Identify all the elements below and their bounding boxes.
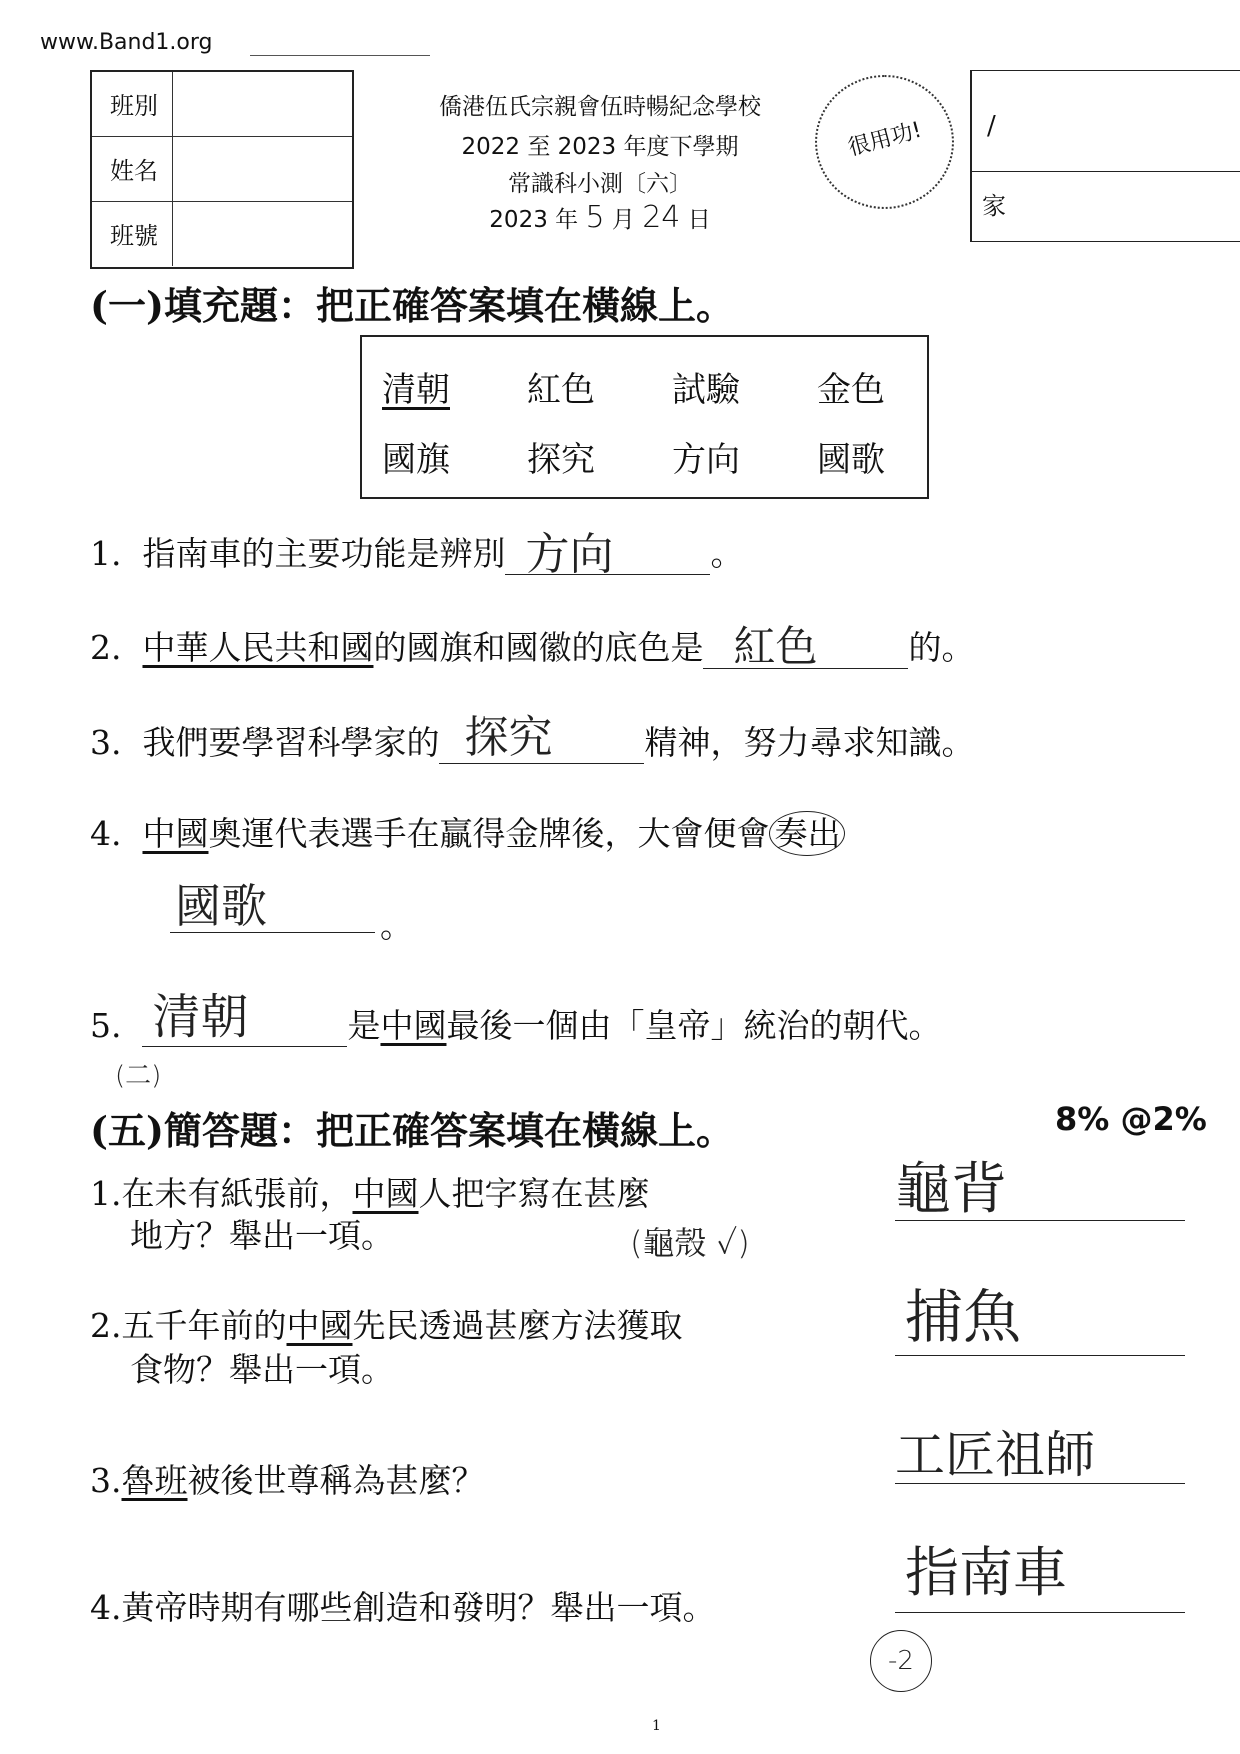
word-bank-item: 清朝: [382, 370, 450, 410]
student-info-box: [90, 70, 354, 269]
fill-question-4: 4. 中國奧運代表選手在贏得金牌後，大會便會 奏出: [90, 808, 845, 855]
info-row-name: [92, 137, 352, 202]
info-label: 姓名: [110, 157, 158, 185]
answer-line: [895, 1612, 1185, 1613]
word-bank-item: 金色: [817, 370, 885, 410]
info-row-class: [92, 72, 352, 137]
fill-question-2: 2. 中華人民共和國的國旗和國徽的底色是 紅色 的。: [90, 622, 974, 669]
word-bank-item: 國旗: [382, 440, 450, 480]
word-bank-item: 試驗: [672, 370, 740, 410]
answer-blank: [170, 870, 375, 933]
term: 2022 至 2023 年度下學期: [461, 134, 739, 160]
handwritten-answer: 紅色: [733, 622, 818, 671]
answer-blank: [505, 529, 710, 580]
handwritten-month: 5: [585, 200, 605, 235]
handwritten-answer: 龜背: [895, 1157, 1007, 1222]
handwritten-answer: 工匠祖師: [895, 1426, 1095, 1484]
score-box: / 家: [970, 70, 1240, 242]
short-question-4: 4.黃帝時期有哪些創造和發明？舉出一項。: [90, 1588, 716, 1627]
answer-blank: [439, 712, 644, 764]
answer-line: [895, 1355, 1185, 1356]
deduction-mark: -2: [870, 1630, 932, 1692]
fill-question-5: 5. 清朝 是中國最後一個由「皇帝」統治的朝代。: [90, 1000, 941, 1047]
school-name: 僑港伍氏宗親會伍時暢紀念學校: [439, 94, 761, 120]
word-bank-item: 紅色: [527, 370, 595, 410]
circled-word: 奏出: [769, 811, 845, 856]
info-label: 班號: [110, 222, 158, 250]
handwritten-answer: 方向: [525, 529, 614, 580]
short-question-3: 3.魯班被後世尊稱為甚麼？: [90, 1461, 485, 1500]
fill-question-1: 1. 指南車的主要功能是辨別 方向 。: [90, 528, 743, 575]
word-bank: [360, 335, 929, 499]
handwritten-day: 24: [642, 200, 681, 235]
handwritten-answer: 探究: [464, 712, 553, 763]
handwritten-section-number: (二): [115, 1061, 162, 1091]
handwritten-answer: 國歌: [175, 879, 267, 933]
test-date: 2023 年 5 月 24 日: [489, 200, 711, 235]
section1-title: (一)填充題：把正確答案填在橫線上。: [90, 283, 734, 328]
short-question-2: 2.五千年前的中國先民透過甚麼方法獲取: [90, 1306, 683, 1345]
section2-title: (五)簡答題：把正確答案填在橫線上。: [90, 1108, 734, 1153]
answer-line: [895, 1220, 1185, 1221]
divider: [250, 55, 430, 56]
handwritten-answer: 指南車: [905, 1541, 1067, 1604]
site-url: www.Band1.org: [40, 30, 213, 55]
handwritten-answer: 清朝: [152, 989, 249, 1045]
answer-blank: [703, 622, 908, 671]
info-label: 班別: [110, 92, 158, 120]
handwritten-note: (龜殼 ✓): [630, 1224, 750, 1262]
handwritten-answer: 捕魚: [905, 1283, 1022, 1351]
word-bank-item: 探究: [527, 440, 595, 480]
section2-score: 8% @2%: [1055, 1100, 1207, 1138]
page-number: 1: [652, 1718, 661, 1734]
fill-question-3: 3. 我們要學習科學家的 探究 精神，努力尋求知識。: [90, 717, 974, 764]
answer-blank: [142, 989, 347, 1047]
short-question-1: 1.在未有紙張前，中國人把字寫在甚麼: [90, 1174, 650, 1213]
info-row-number: [92, 202, 352, 266]
word-bank-item: 國歌: [817, 440, 885, 480]
teacher-stamp: 很用功!: [815, 75, 954, 209]
answer-line: [895, 1483, 1185, 1484]
word-bank-item: 方向: [672, 440, 740, 480]
test-name: 常識科小測〔六〕: [508, 171, 692, 197]
